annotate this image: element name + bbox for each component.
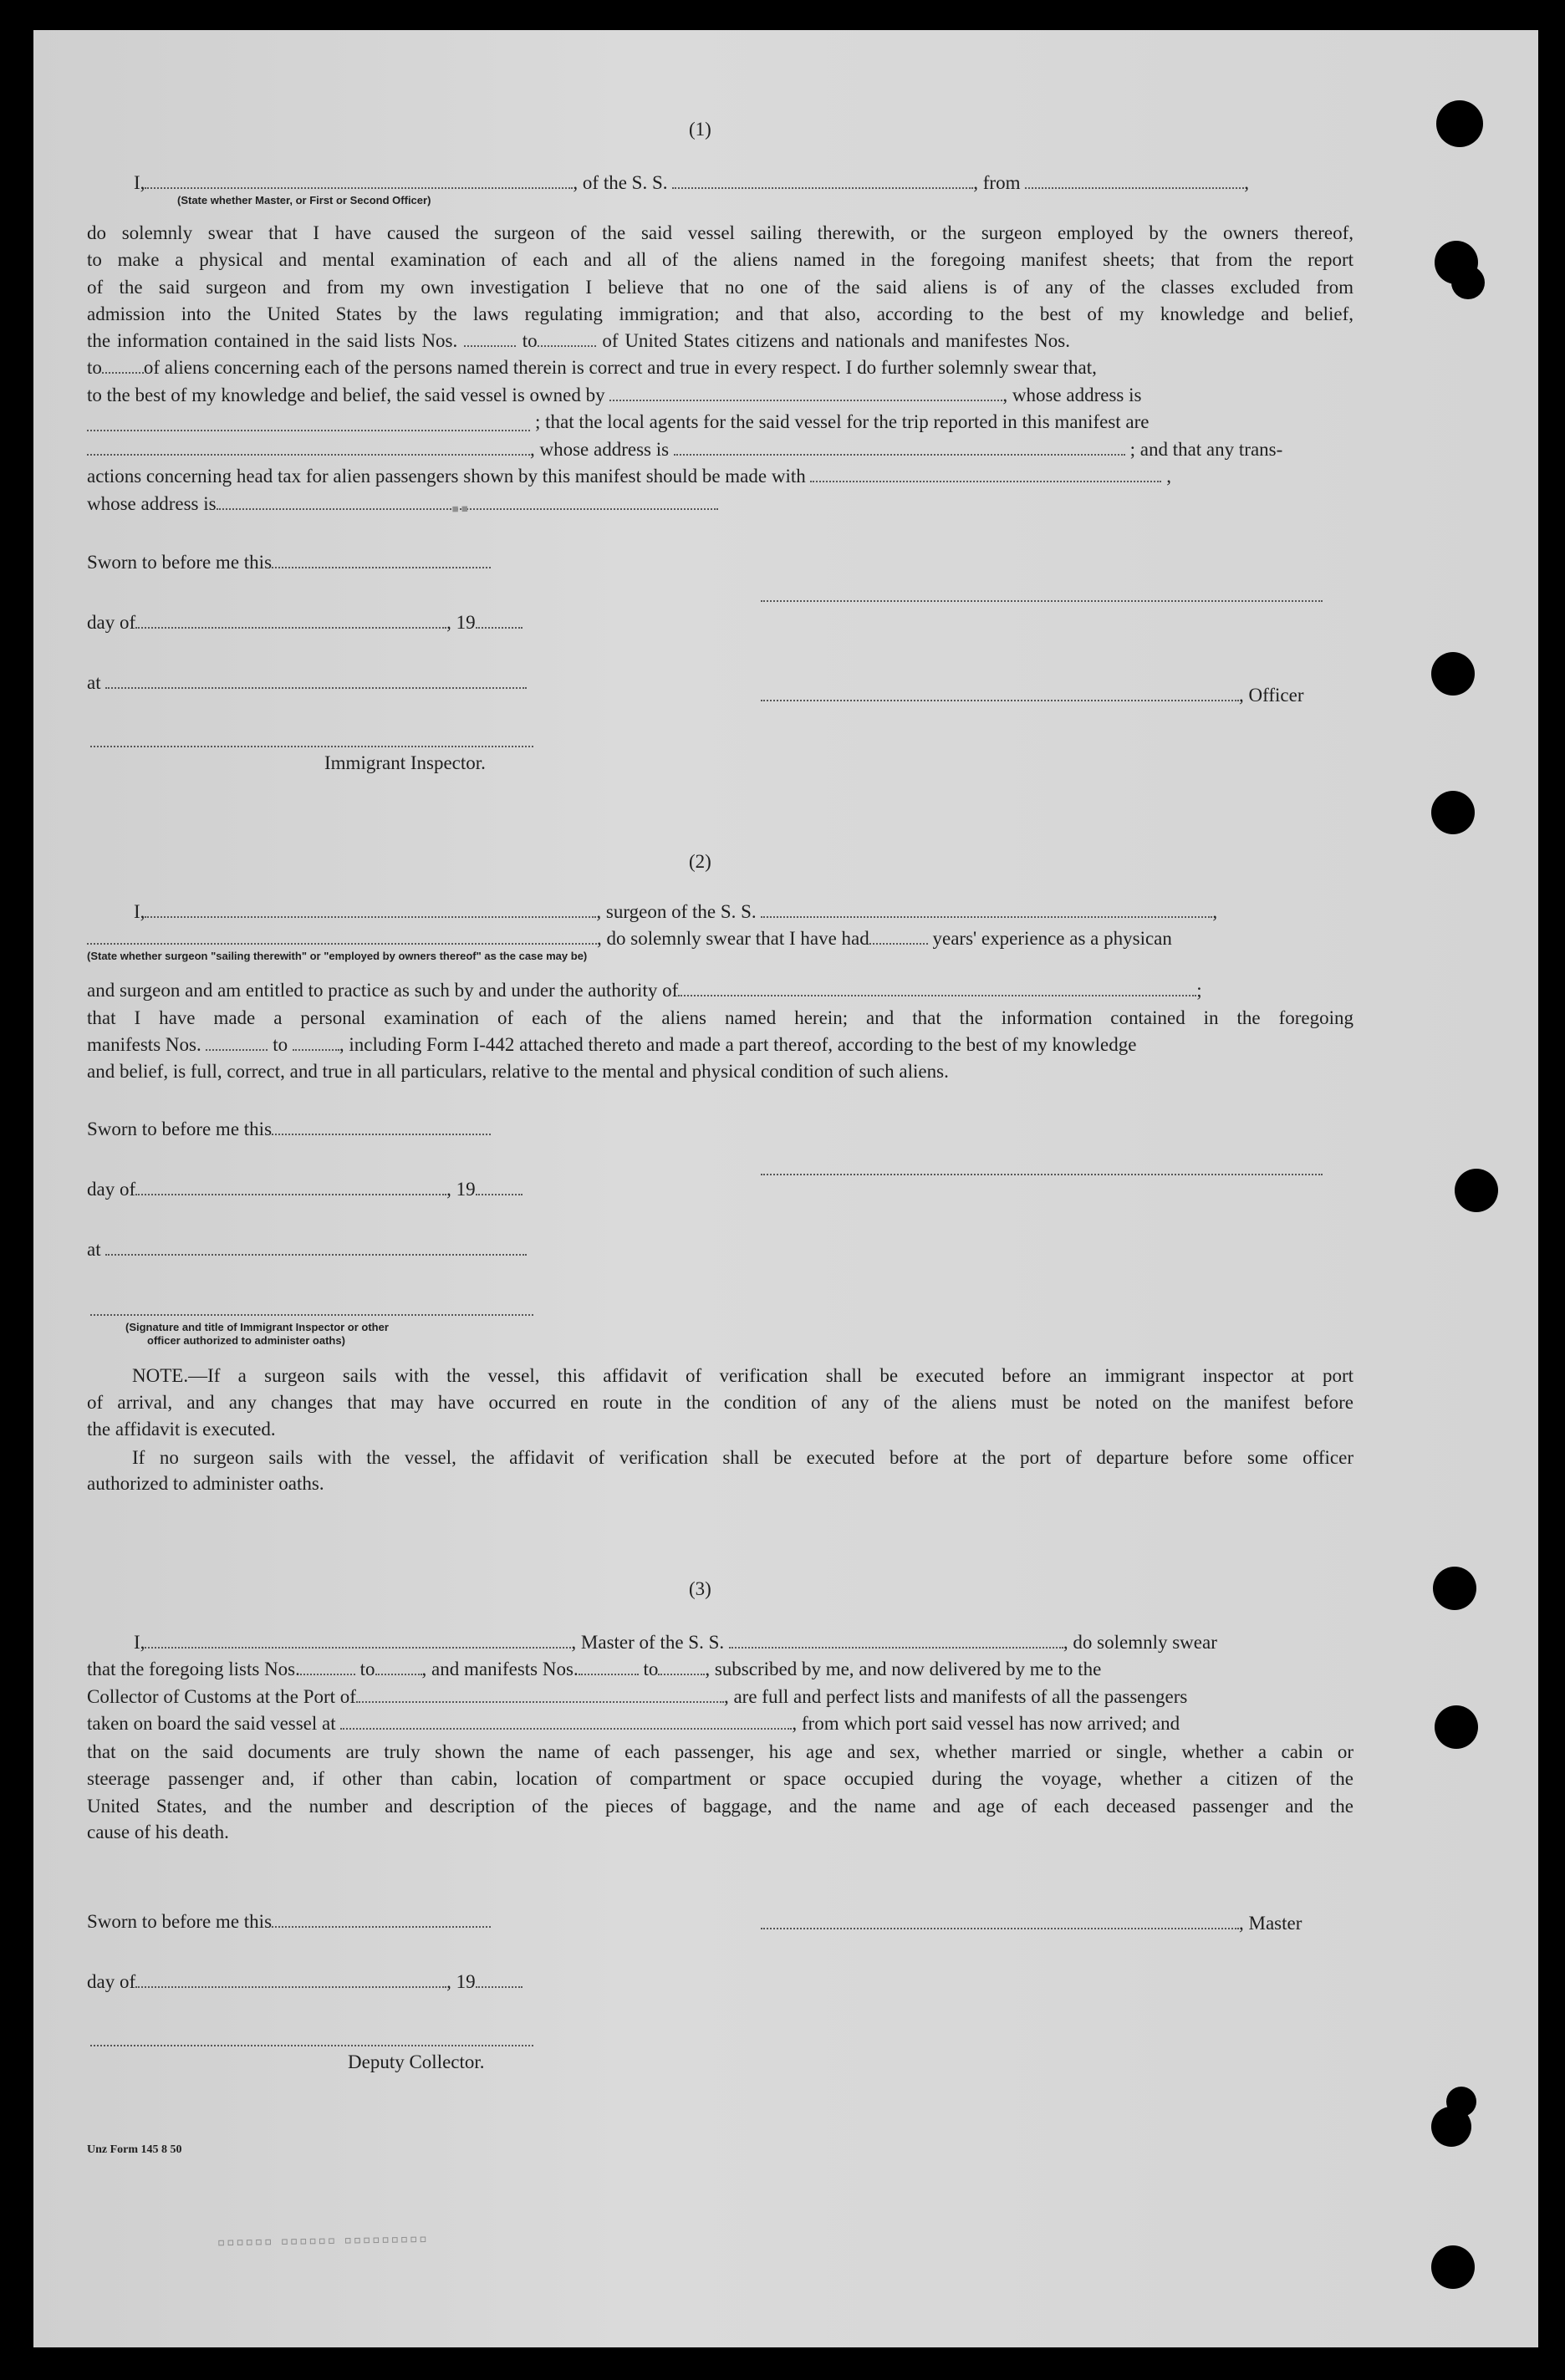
s2-inspector-signature-field[interactable]: [90, 1314, 533, 1316]
s1-at-field[interactable]: [105, 672, 527, 689]
s3-manifests-from-field[interactable]: [579, 1659, 639, 1675]
s2-at-line: [87, 1237, 527, 1262]
s3-dayof-line: [87, 1970, 523, 1995]
s3-lists-to-field[interactable]: [375, 1659, 422, 1675]
s1-owner-address-field[interactable]: [87, 430, 530, 431]
s3-departure-port-field[interactable]: [340, 1713, 792, 1730]
punch-hole: [1435, 1705, 1478, 1749]
s1-para-line-3: of the said surgeon and from my own investigation I believe that no one of the said aliens is of any of the classes excluded from: [87, 277, 1353, 298]
s2-form-text: , including Form I-442 attached thereto and made a part thereof, according to the best of my knowledge: [339, 1034, 1137, 1055]
s2-note-line-1: NOTE.—If a surgeon sails with the vessel, this affidavit of verification shall be executed before an immigrant inspector at port: [132, 1365, 1353, 1386]
s2-experience-text: years' experience as a physican: [932, 928, 1172, 949]
s2-dayof-line: [87, 1177, 523, 1202]
s3-port-field[interactable]: [356, 1686, 724, 1703]
s2-year-field[interactable]: [476, 1179, 523, 1195]
s3-lists-text: , are full and perfect lists and manifests of all the passengers: [723, 1686, 1188, 1707]
s2-note-line-5: authorized to administer oaths.: [87, 1473, 324, 1494]
s1-aliens-text: of aliens concerning each of the persons named therein is correct and true in every respect. I do further solemnly swear that,: [143, 357, 1097, 378]
s3-deputy-signature-field[interactable]: [90, 2045, 533, 2046]
s1-para-line-8: ; that the local agents for the said vessel for the trip reported in this manifest are: [535, 411, 1150, 432]
punch-hole: [1436, 100, 1483, 147]
s3-day-field[interactable]: [135, 1971, 446, 1988]
s1-at-label: at: [87, 672, 101, 693]
s3-vessel-name-field[interactable]: [729, 1632, 1063, 1649]
section-1-number: (1): [689, 119, 711, 140]
punch-hole: [1455, 1169, 1498, 1212]
s2-sworn-field[interactable]: [272, 1119, 491, 1135]
s3-swear-label: , do solemnly swear: [1063, 1632, 1217, 1653]
s2-dayof-label: day of: [87, 1179, 136, 1200]
s1-i-label: I,: [134, 172, 145, 193]
s2-sworn-line: [87, 1117, 491, 1142]
s1-comma: ,: [1244, 172, 1249, 193]
s3-master-name-field[interactable]: [145, 1632, 571, 1649]
s2-manifests-to-label: to: [273, 1034, 288, 1055]
s1-head-tax-label: actions concerning head tax for alien passengers shown by this manifest should be made with: [87, 466, 806, 487]
s3-deputy-label: Deputy Collector.: [348, 2051, 485, 2072]
s2-sig-note-2: officer authorized to administer oaths): [147, 1334, 345, 1347]
s3-para-line-6: United States, and the number and description of the pieces of baggage, and the name and age of each deceased passenger and the: [87, 1796, 1353, 1817]
s1-day-field[interactable]: [135, 612, 446, 629]
s2-manifests-label: manifests Nos.: [87, 1034, 201, 1055]
s1-para-line-1: do solemnly swear that I have caused the surgeon of the said vessel sailing therewith, or the surgeon employed by the owners thereof,: [87, 222, 1353, 243]
s1-whose-address-label: whose address is: [87, 493, 217, 514]
s1-owner-address-label: , whose address is: [1002, 385, 1142, 405]
manifest-form-sheet: [33, 30, 1538, 2347]
s2-note-line-2: of arrival, and any changes that may have occurred en route in the condition of any of the aliens must be noted on the manifest before: [87, 1392, 1353, 1413]
punch-hole: [1431, 791, 1475, 834]
s1-sworn-line: [87, 550, 491, 575]
s3-manifests-to-field[interactable]: [658, 1659, 705, 1675]
s3-para-line-1: [87, 1657, 1101, 1682]
s3-para-line-7: cause of his death.: [87, 1822, 229, 1842]
s3-sworn-line: [87, 1909, 491, 1934]
s1-agents-field[interactable]: [87, 439, 530, 456]
s2-year-label: , 19: [446, 1179, 476, 1200]
s3-port-label: Collector of Customs at the Port of: [87, 1686, 356, 1707]
s1-officer-signature-top-field[interactable]: [761, 600, 1323, 602]
s2-day-field[interactable]: [135, 1179, 446, 1195]
s3-master-sign-line: [761, 1911, 1302, 1936]
s1-comma-2: ,: [1166, 466, 1171, 487]
s3-master-signature-field[interactable]: [761, 1913, 1239, 1929]
s1-inspector-label: Immigrant Inspector.: [324, 752, 486, 773]
s2-note-line-4: If no surgeon sails with the vessel, the affidavit of verification shall be executed before at the port of departure before some officer: [132, 1447, 1353, 1468]
s1-year-label: , 19: [446, 612, 476, 633]
s2-para-line-3: [87, 1032, 1136, 1057]
s1-year-field[interactable]: [476, 612, 523, 629]
s1-para-line-10: [87, 464, 1171, 489]
s3-dayof-label: day of: [87, 1971, 136, 1992]
s1-from-label: , from: [973, 172, 1021, 193]
s1-dayof-label: day of: [87, 612, 136, 633]
s1-sworn-field[interactable]: [272, 552, 491, 568]
s3-subscribed-text: , subscribed by me, and now delivered by me to the: [705, 1659, 1102, 1679]
s2-para-line-2: that I have made a personal examination of each of the aliens named herein; and that the information contained in the foregoing: [87, 1007, 1353, 1028]
s1-manifests-label: of United States citizens and nationals and manifestes Nos.: [602, 330, 1070, 351]
s1-manifests-to-field[interactable]: [102, 357, 144, 374]
s3-para-line-4: that on the said documents are truly shown the name of each passenger, his age and sex, whether married or single, whether a cabin or: [87, 1741, 1353, 1762]
s2-surgeon-of-label: , surgeon of the S. S.: [596, 901, 757, 922]
s1-officer-signature-field[interactable]: [761, 685, 1239, 701]
s1-officer-line: [134, 171, 1249, 196]
s3-master-of-label: , Master of the S. S.: [571, 1632, 725, 1653]
s2-para-line-1: [87, 978, 1202, 1003]
s2-swear-text: , do solemnly swear that I have had: [597, 928, 869, 949]
s1-officer-label: , Officer: [1239, 685, 1304, 706]
s3-sworn-field[interactable]: [272, 1911, 491, 1928]
s3-sworn-label: Sworn to before me this: [87, 1911, 273, 1932]
s3-taken-label: taken on board the said vessel at: [87, 1713, 336, 1734]
punch-hole: [1446, 2087, 1476, 2117]
s1-officer-note: (State whether Master, or First or Second Officer): [177, 194, 431, 206]
s3-lists-from-field[interactable]: [300, 1659, 355, 1675]
s1-para-line-2: to make a physical and mental examination of each and all of the aliens named in the foregoing manifest sheets; that from the report: [87, 249, 1353, 270]
s1-vessel-name-field[interactable]: [672, 172, 973, 189]
s2-years-field[interactable]: [869, 928, 928, 945]
s2-swear-line: [87, 926, 1172, 951]
s3-manifests-to-label: to: [643, 1659, 659, 1679]
s1-lists-label: the information contained in the said lists Nos.: [87, 330, 458, 351]
s1-para-line-11: [87, 492, 718, 517]
s2-authority-field[interactable]: [678, 980, 1196, 996]
s3-para-line-2: [87, 1684, 1187, 1710]
s3-year-field[interactable]: [476, 1971, 523, 1988]
s1-officer-sign-line: [761, 683, 1303, 708]
section-3-number: (3): [689, 1578, 711, 1599]
s1-para-line-4: admission into the United States by the laws regulating immigration; and that also, according to the best of my knowledge and belief,: [87, 303, 1353, 324]
s2-semicolon: ;: [1196, 980, 1202, 1001]
punch-hole: [1431, 652, 1475, 696]
s3-manifests-label: , and manifests Nos.: [421, 1659, 579, 1679]
s2-vessel-name-field[interactable]: [761, 901, 1212, 918]
s3-i-label: I,: [134, 1632, 145, 1653]
s1-agents-address-label: , whose address is: [530, 439, 670, 460]
s3-arrived-text: , from which port said vessel has now arrived; and: [792, 1713, 1180, 1734]
s2-surgeon-name-field[interactable]: [145, 901, 596, 918]
s2-surgeon-line: [134, 900, 1217, 925]
s1-para-line-9: [87, 437, 1282, 462]
s1-owned-by-label: to the best of my knowledge and belief, the said vessel is owned by: [87, 385, 605, 405]
s1-head-tax-field[interactable]: [810, 466, 1161, 482]
punch-hole: [1431, 2245, 1475, 2289]
s1-agents-address-field[interactable]: [674, 439, 1125, 456]
s2-at-label: at: [87, 1239, 101, 1260]
s3-master-label: , Master: [1239, 1913, 1302, 1934]
s3-lists-label: that the foregoing lists Nos.: [87, 1659, 300, 1679]
s1-para-line-7: [87, 383, 1141, 408]
s1-from-port-field[interactable]: [1025, 172, 1244, 189]
s2-manifests-to-field[interactable]: [293, 1034, 339, 1051]
s2-surgeon-type-field[interactable]: [87, 928, 597, 945]
s1-lists-to-label: to: [522, 330, 538, 351]
s1-officer-name-field[interactable]: [145, 172, 573, 189]
s2-manifests-from-field[interactable]: [206, 1034, 268, 1051]
s1-para-line-5: [87, 329, 1353, 354]
s1-manifests-to-label: to: [87, 357, 102, 378]
s3-year-label: , 19: [446, 1971, 476, 1992]
section-2-number: (2): [689, 851, 711, 872]
s1-of-ss-label: , of the S. S.: [573, 172, 668, 193]
s1-trans-text: ; and that any trans-: [1129, 439, 1283, 460]
s2-authority-label: and surgeon and am entitled to practice as such by and under the authority of: [87, 980, 679, 1001]
s1-lists-to-field[interactable]: [538, 330, 596, 347]
s1-faint-stamp: ▪▪: [451, 496, 471, 522]
s2-surgeon-signature-field[interactable]: [761, 1174, 1323, 1175]
s3-para-line-5: steerage passenger and, if other than cabin, location of compartment or space occupied during the voyage, whether a citizen of the: [87, 1768, 1353, 1789]
s1-sworn-label: Sworn to before me this: [87, 552, 273, 573]
s2-at-field[interactable]: [105, 1239, 527, 1256]
s1-lists-from-field[interactable]: [464, 330, 516, 347]
s1-at-line: [87, 670, 527, 696]
s2-sig-note-1: (Signature and title of Immigrant Inspector or other: [125, 1321, 389, 1333]
s2-sworn-label: Sworn to before me this: [87, 1119, 273, 1139]
punch-hole: [1433, 1567, 1476, 1610]
bottom-faint-stamp: ▫▫▫▫▫▫ ▫▫▫▫▫▫ ▫▫▫▫▫▫▫▫▫: [217, 2226, 429, 2255]
s1-dayof-line: [87, 610, 523, 635]
s2-note-line-3: the affidavit is executed.: [87, 1419, 276, 1440]
s2-i-label: I,: [134, 901, 145, 922]
s2-para-line-4: and belief, is full, correct, and true in all particulars, relative to the mental and physical condition of such aliens.: [87, 1061, 949, 1082]
s3-master-line: [134, 1630, 1217, 1655]
s3-lists-to-label: to: [359, 1659, 375, 1679]
s2-surgeon-note: (State whether surgeon "sailing therewith" or "employed by owners thereof" as the case may be): [87, 950, 588, 962]
s1-inspector-signature-field[interactable]: [90, 746, 533, 747]
s2-comma: ,: [1212, 901, 1218, 922]
s1-para-line-6: [87, 355, 1097, 380]
form-id: Unz Form 145 8 50: [87, 2143, 182, 2156]
s3-para-line-3: [87, 1711, 1180, 1736]
s1-owner-field[interactable]: [609, 385, 1002, 401]
punch-hole: [1451, 266, 1485, 299]
